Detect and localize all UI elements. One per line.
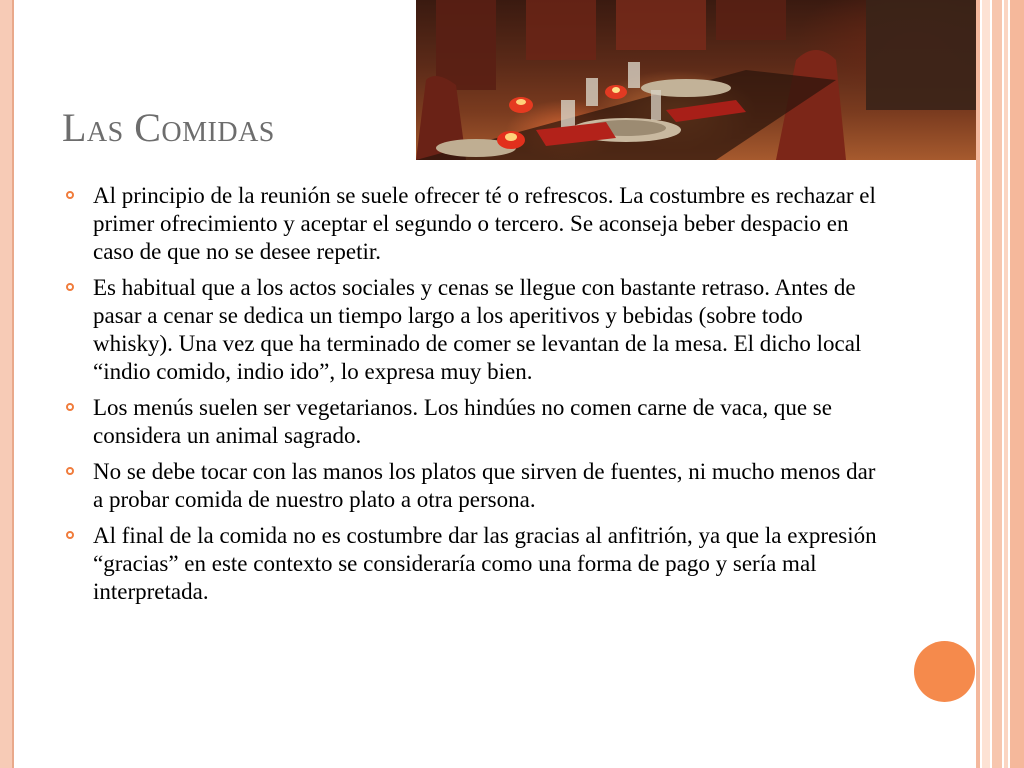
bullet-ring-icon (66, 531, 74, 539)
right-bar (992, 0, 1002, 768)
list-item (62, 182, 882, 266)
bullet-list (62, 182, 882, 614)
restaurant-table-photo (416, 0, 976, 160)
bullet-ring-icon (66, 191, 74, 199)
left-border-stripe (0, 0, 12, 768)
bullet-text: Al final de la comida no es costumbre dar las gracias al anfitrión, ya que la expresión “gracias” en este contexto se consideraría como una forma de pago y sería mal interpretada. (93, 523, 877, 604)
bullet-ring-icon (66, 467, 74, 475)
right-bar (982, 0, 990, 768)
bullet-text: Los menús suelen ser vegetarianos. Los hindúes no comen carne de vaca, que se considera un animal sagrado. (93, 395, 832, 448)
bullet-ring-icon (66, 283, 74, 291)
bullet-text: No se debe tocar con las manos los platos que sirven de fuentes, ni mucho menos dar a probar comida de nuestro plato a otra persona. (93, 459, 876, 512)
bullet-text: Al principio de la reunión se suele ofrecer té o refrescos. La costumbre es rechazar el primer ofrecimiento y aceptar el segundo o tercero. Se aconseja beber despacio en caso de que no se desee repetir. (93, 183, 876, 264)
right-bar (976, 0, 980, 768)
bullet-text: Es habitual que a los actos sociales y cenas se llegue con bastante retraso. Antes de pasar a cenar se dedica un tiempo largo a los aperitivos y bebidas (sobre todo whisky). Una vez que ha terminado de comer se levantan de la mesa. El dicho local “indio comido, indio ido”, lo expresa muy bien. (93, 275, 862, 384)
decorative-orange-circle (914, 641, 975, 702)
list-item (62, 274, 882, 386)
slide-title: Las Comidas (62, 105, 275, 150)
list-item (62, 458, 882, 514)
right-bar (1004, 0, 1008, 768)
list-item (62, 522, 882, 606)
bullet-ring-icon (66, 403, 74, 411)
right-bar (1010, 0, 1024, 768)
right-decorative-bars (976, 0, 1024, 768)
list-item (62, 394, 882, 450)
